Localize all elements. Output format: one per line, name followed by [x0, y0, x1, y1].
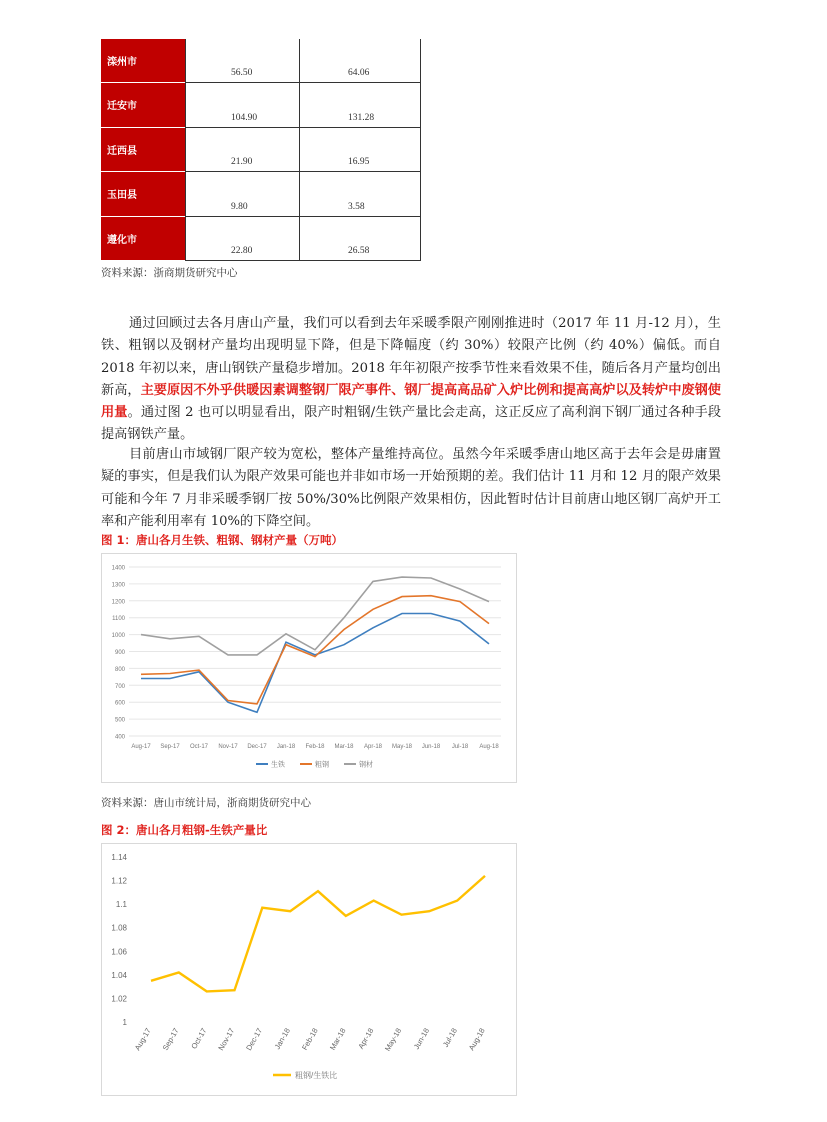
- y-tick-label: 1000: [111, 633, 125, 640]
- table-cell: 3.58: [348, 201, 365, 212]
- y-tick-label: 1300: [111, 582, 125, 589]
- table-row: [101, 83, 421, 127]
- table-row: [101, 39, 421, 83]
- y-tick-label: 900: [114, 650, 125, 656]
- x-tick-label: Mar-18: [327, 1026, 348, 1052]
- x-tick-label: Aug-17: [131, 744, 151, 750]
- x-tick-label: Feb-18: [300, 1026, 320, 1052]
- table-source: 资料来源：浙商期货研究中心: [101, 267, 238, 279]
- x-tick-label: Jan-18: [276, 744, 296, 750]
- x-tick-label: Apr-18: [356, 1026, 376, 1051]
- table-row: [101, 128, 421, 172]
- table-row-name: 遵化市: [101, 217, 185, 261]
- body-text: 。通过图 2 也可以明显看出，限产时粗钢/生铁产量比会走高，这正反应了高利润下钢厂通过各种手段提高钢铁产量。: [101, 405, 722, 443]
- x-tick-label: Jul-18: [451, 744, 469, 750]
- x-tick-label: Mar-18: [334, 744, 354, 750]
- y-tick-label: 1.06: [111, 947, 127, 957]
- x-tick-label: May-18: [382, 1026, 404, 1053]
- y-tick-label: 400: [114, 734, 125, 741]
- figure-1-title: 图 1：唐山各月生铁、粗钢、钢材产量（万吨）: [101, 533, 344, 547]
- chart-frame: [102, 844, 517, 1096]
- table-cell: 16.95: [348, 157, 370, 168]
- legend-label: 钢材: [359, 761, 373, 769]
- table-row: [101, 172, 421, 216]
- y-tick-label: 500: [114, 717, 125, 724]
- y-tick-label: 1.12: [111, 876, 127, 886]
- table-row: [101, 217, 421, 261]
- y-tick-label: 1.14: [111, 853, 127, 862]
- y-tick-label: 1.08: [111, 923, 127, 933]
- table-cell: 9.80: [231, 201, 248, 212]
- body-text: 通过回顾过去各月唐山产量，我们可以看到去年采暖季限产刚刚推进时（2017 年 11 月-12 月），生铁、粗钢以及钢材产量均出现明显下降，但是下降幅度（约 30%）较限产比例（约 40%）偏低。而自 2018 年初以来，唐山钢铁产量稳步增加。2018 年年初限产按季节性来看效果不佳，随后各月产量均创出新高，: [101, 316, 721, 398]
- body-text: 目前唐山市域钢厂限产较为宽松，整体产量维持高位。虽然今年采暖季唐山地区高于去年会是毋庸置疑的事实，但是我们认为限产效果可能也并非如市场一开始预期的差。我们估计 11 月和 12 月的限产效果可能和今年 7 月非采暖季钢厂按 50%/30%比例限产效果相仿，因此暂时估计目前唐山地区钢厂高炉开工率和产能利用率有 10%的下降空间。: [101, 447, 721, 529]
- y-tick-label: 1200: [111, 599, 125, 606]
- x-tick-label: Nov-17: [218, 744, 238, 750]
- table-cell: 131.28: [348, 112, 375, 123]
- table-row-name: 迁西县: [101, 128, 185, 172]
- table-cell: 64.06: [348, 68, 370, 79]
- x-tick-label: May-18: [391, 744, 413, 750]
- table-cell: 104.90: [231, 112, 258, 123]
- table-cell: 56.50: [231, 68, 253, 79]
- body-paragraph-1: [101, 313, 721, 447]
- x-tick-label: Aug-18: [479, 744, 499, 750]
- x-tick-label: Apr-18: [363, 744, 383, 750]
- production-table: [101, 39, 421, 261]
- x-tick-label: Aug-17: [132, 1026, 153, 1052]
- x-tick-label: Aug-18: [466, 1026, 487, 1052]
- y-tick-label: 700: [114, 683, 125, 690]
- figure-1-source: 资料来源：唐山市统计局，浙商期货研究中心: [101, 797, 311, 809]
- y-tick-label: 1400: [111, 565, 125, 572]
- figure-2-title: 图 2：唐山各月粗钢-生铁产量比: [101, 823, 268, 837]
- x-tick-label: Jul-18: [440, 1026, 459, 1049]
- legend-label: 粗钢: [315, 761, 329, 769]
- y-tick-label: 1100: [112, 616, 125, 623]
- x-tick-label: Feb-18: [305, 744, 325, 750]
- body-paragraph-2: [101, 444, 721, 533]
- highlighted-text: 主要原因不外乎供暖因素调整钢厂限产事件、钢厂提高高品矿入炉比例和提高高炉以及转炉中废钢使用量: [101, 382, 721, 421]
- table-row-name: 玉田县: [101, 172, 185, 216]
- x-tick-label: Jun-18: [411, 1026, 432, 1051]
- table-cell: 22.80: [231, 245, 253, 256]
- x-tick-label: Dec-17: [244, 1026, 265, 1052]
- y-tick-label: 1.04: [111, 970, 127, 980]
- table-cell: 21.90: [231, 157, 253, 168]
- x-tick-label: Jun-18: [421, 744, 441, 750]
- y-tick-label: 600: [114, 700, 125, 707]
- y-tick-label: 1.1: [115, 900, 127, 910]
- x-tick-label: Sep-17: [160, 744, 180, 750]
- x-tick-label: Oct-17: [189, 744, 209, 750]
- table-cell: 26.58: [348, 245, 370, 256]
- figure-2-chart: [101, 843, 517, 1096]
- table-row-name: 滦州市: [101, 39, 185, 83]
- x-tick-label: Nov-17: [216, 1026, 237, 1052]
- y-tick-label: 800: [114, 666, 125, 673]
- x-tick-label: Sep-17: [160, 1026, 181, 1052]
- y-tick-label: 1: [122, 1018, 127, 1027]
- x-tick-label: Dec-17: [247, 744, 267, 750]
- legend-label: 生铁: [271, 761, 285, 769]
- y-tick-label: 1.02: [111, 994, 127, 1004]
- x-tick-label: Jan-18: [272, 1026, 292, 1051]
- table-row-name: 迁安市: [101, 83, 185, 127]
- legend-label: 粗钢/生铁比: [295, 1071, 338, 1080]
- x-tick-label: Oct-17: [189, 1026, 209, 1051]
- figure-1-chart: [101, 553, 517, 783]
